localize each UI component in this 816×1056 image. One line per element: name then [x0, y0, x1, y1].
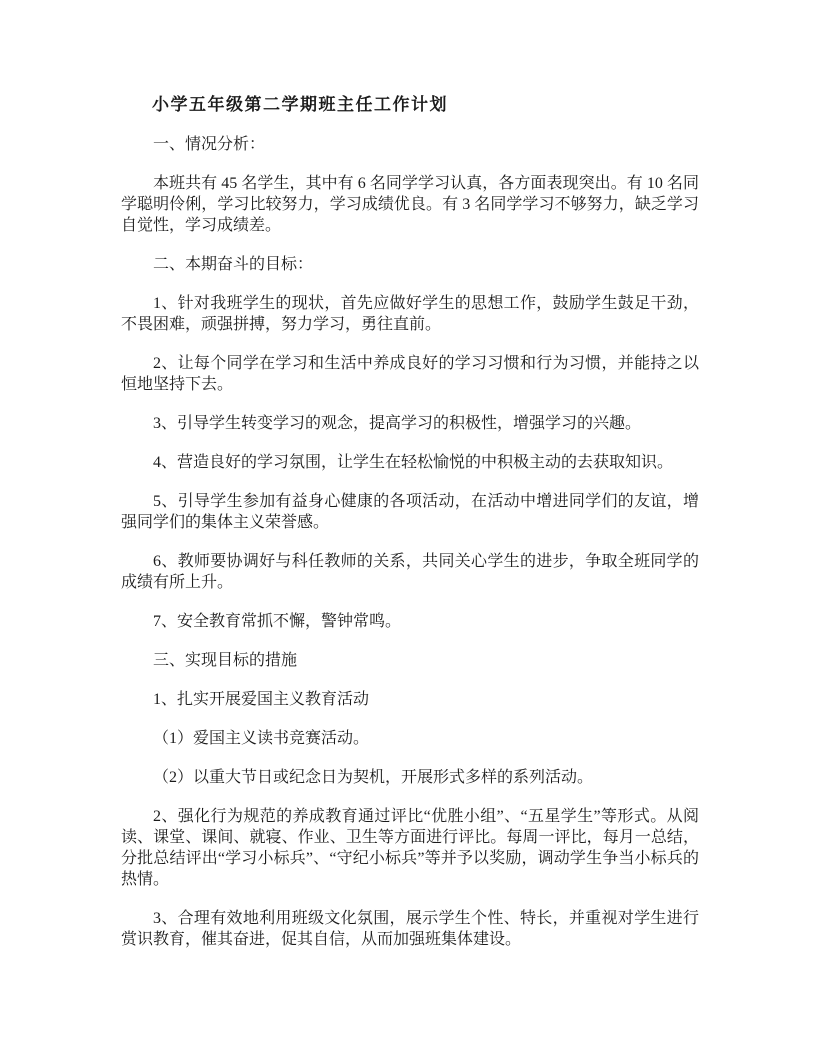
measure-item-1-sub-1: （1）爱国主义读书竞赛活动。 — [153, 730, 370, 747]
measure-item-2: 2、强化行为规范的养成教育通过评比“优胜小组”、“五星学生”等形式。从阅读、课堂、课间、就寝、作业、卫生等方面进行评比。每周一评比，每月一总结，分批总结评出“学习小标兵”、“守纪小标兵”等并予以奖励，调动学生争当小标兵的热情。 — [121, 808, 699, 888]
measure-item-3: 3、合理有效地利用班级文化氛围，展示学生个性、特长，并重视对学生进行赏识教育，催其奋进，促其自信，从而加强班集体建设。 — [121, 910, 699, 948]
goal-item-6: 6、教师要协调好与科任教师的关系，共同关心学生的进步，争取全班同学的成绩有所上升。 — [121, 553, 699, 591]
section-2-heading: 二、本期奋斗的目标： — [153, 256, 314, 273]
goal-item-4: 4、营造良好的学习氛围，让学生在轻松愉悦的中积极主动的去获取知识。 — [153, 454, 674, 471]
section-1-heading: 一、情况分析： — [153, 136, 266, 153]
goal-item-7: 7、安全教育常抓不懈，警钟常鸣。 — [153, 613, 402, 630]
measure-item-1-sub-2: （2）以重大节日或纪念日为契机，开展形式多样的系列活动。 — [153, 769, 594, 786]
document-content — [121, 94, 699, 968]
goal-item-1: 1、针对我班学生的现状，首先应做好学生的思想工作，鼓励学生鼓足干劲，不畏困难，顽强拼搏，努力学习，勇往直前。 — [121, 295, 699, 333]
paragraph-class-analysis: 本班共有 45 名学生，其中有 6 名同学学习认真，各方面表现突出。有 10 名同学聪明伶俐，学习比较努力，学习成绩优良。有 3 名同学学习不够努力，缺乏学习自觉性，学习成绩差。 — [121, 175, 699, 234]
measure-item-1: 1、扎实开展爱国主义教育活动 — [153, 691, 370, 708]
document-title: 小学五年级第二学期班主任工作计划 — [152, 95, 448, 114]
goal-item-3: 3、引导学生转变学习的观念，提高学习的积极性，增强学习的兴趣。 — [153, 415, 642, 432]
section-3-heading: 三、实现目标的措施 — [153, 652, 298, 669]
goal-item-5: 5、引导学生参加有益身心健康的各项活动，在活动中增进同学们的友谊，增强同学们的集体主义荣誉感。 — [121, 493, 699, 531]
goal-item-2: 2、让每个同学在学习和生活中养成良好的学习习惯和行为习惯，并能持之以恒地坚持下去。 — [121, 355, 699, 393]
